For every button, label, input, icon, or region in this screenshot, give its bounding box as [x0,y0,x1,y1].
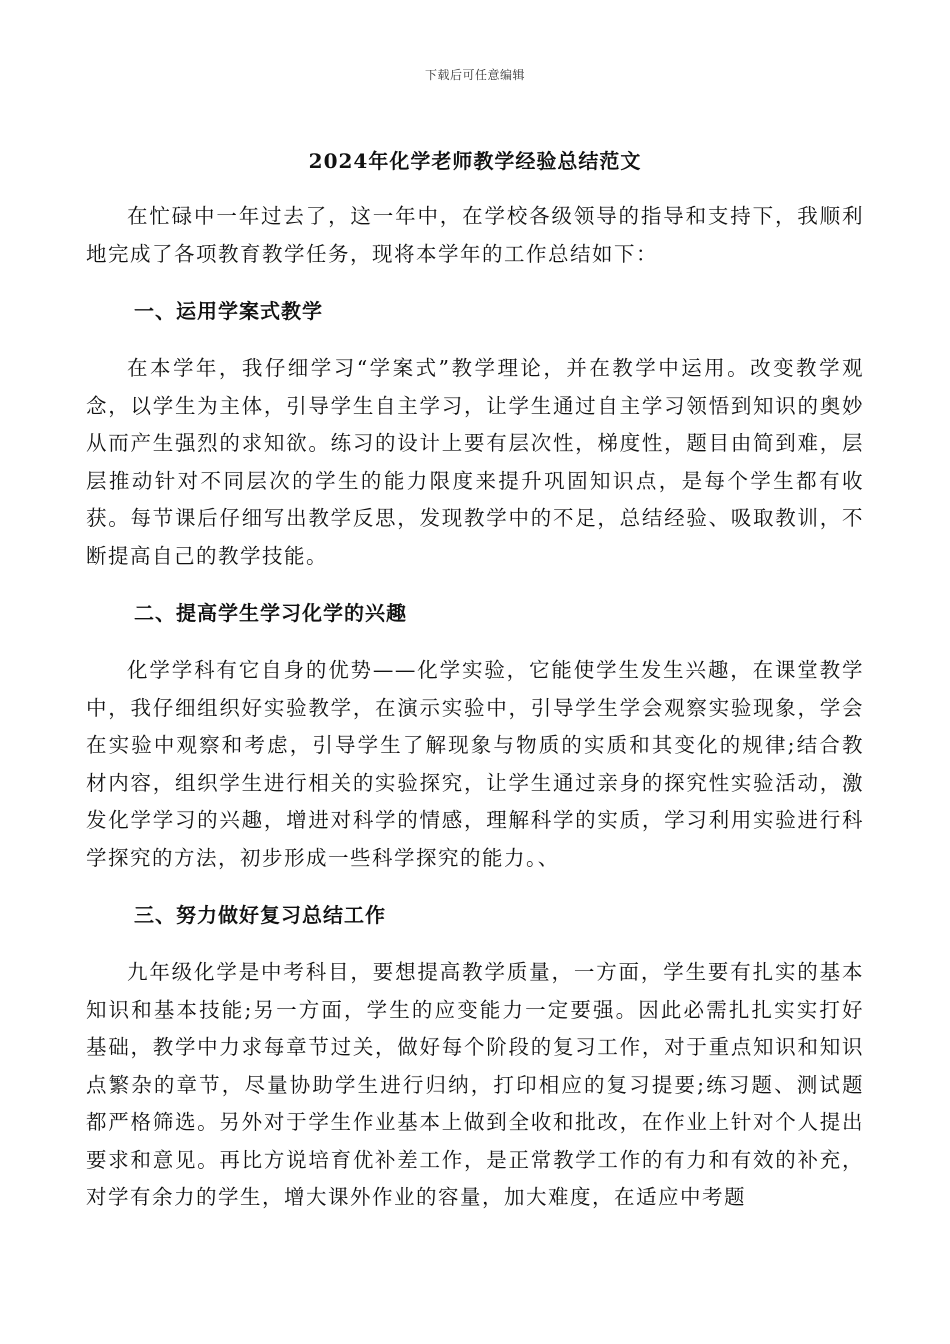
header-note: 下载后可任意编辑 [424,68,525,82]
section-heading-2: 二、提高学生学习化学的兴趣 [134,601,407,625]
section-body-1: 在本学年，我仔细学习“学案式”教学理论，并在教学中运用。改变教学观念，以学生为主体，引导学生自主学习，让学生通过自主学习领悟到知识的奥妙从而产生强烈的求知欲。练习的设计上要有层次性，梯度性，题目由简到难，层层推动针对不同层次的学生的能力限度来提升巩固知识点，是每个学生都有收获。每节课后仔细写出教学反思，发现教学中的不足，总结经验、吸取教训，不断提高自己的教学技能。 [86,356,864,568]
section-heading-3: 三、努力做好复习总结工作 [134,903,386,927]
section-body-2: 化学学科有它自身的优势——化学实验，它能使学生发生兴趣，在课堂教学中，我仔细组织好实验教学，在演示实验中，引导学生学会观察实验现象，学会在实验中观察和考虑，引导学生了解现象与物质的实质和其变化的规律;结合教材内容，组织学生进行相关的实验探究，让学生通过亲身的探究性实验活动，激发化学学习的兴趣，增进对科学的情感，理解科学的实质，学习利用实验进行科学探究的方法，初步形成一些科学探究的能力。、 [86,658,864,870]
section-body-3: 九年级化学是中考科目，要想提高教学质量，一方面，学生要有扎实的基本知识和基本技能;另一方面，学生的应变能力一定要强。因此必需扎扎实实打好基础，教学中力求每章节过关，做好每个阶段的复习工作，对于重点知识和知识点繁杂的章节，尽量协助学生进行归纳，打印相应的复习提要;练习题、测试题都严格筛选。另外对于学生作业基本上做到全收和批改，在作业上针对个人提出要求和意见。再比方说培育优补差工作，是正常教学工作的有力和有效的补充，对学有余力的学生，增大课外作业的容量，加大难度，在适应中考题 [86,960,864,1209]
document-body [86,198,864,1217]
document-title: 2024年化学老师教学经验总结范文 [308,149,642,173]
section-heading-1: 一、运用学案式教学 [134,299,323,323]
intro-paragraph: 在忙碌中一年过去了，这一年中，在学校各级领导的指导和支持下，我顺利地完成了各项教育教学任务，现将本学年的工作总结如下： [86,204,864,266]
